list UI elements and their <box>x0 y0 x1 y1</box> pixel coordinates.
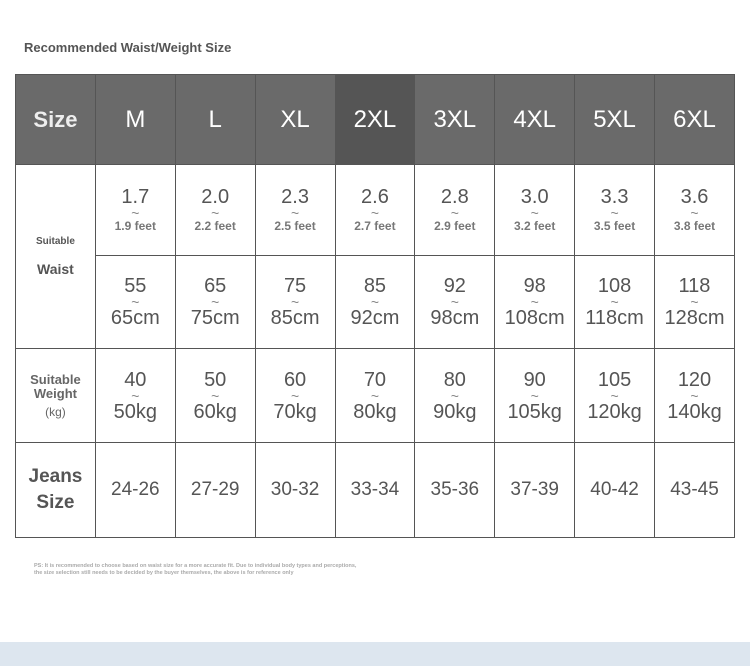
weight-label-line1: Suitable <box>30 371 81 387</box>
jeans-cell: 27-29 <box>175 443 255 538</box>
footnote <box>34 563 356 577</box>
waist-feet-row <box>16 165 735 256</box>
waist-feet-cell: 2.8 ~ 2.9 feet <box>415 165 495 256</box>
jeans-cell: 37-39 <box>495 443 575 538</box>
waist-cm-cell: 118 ~ 128cm <box>655 256 735 349</box>
waist-cm-cell: 98 ~ 108cm <box>495 256 575 349</box>
waist-label-main: Waist <box>37 261 74 277</box>
size-header-row <box>16 75 735 165</box>
weight-cell: 105 ~ 120kg <box>575 349 655 443</box>
jeans-cell: 40-42 <box>575 443 655 538</box>
waist-feet-cell: 2.0 ~ 2.2 feet <box>175 165 255 256</box>
weight-cell: 70 ~ 80kg <box>335 349 415 443</box>
size-chart-table <box>15 74 735 538</box>
page-title: Recommended Waist/Weight Size <box>24 40 232 55</box>
size-header-cell: L <box>175 75 255 165</box>
size-header-cell: M <box>95 75 175 165</box>
jeans-cell: 30-32 <box>255 443 335 538</box>
weight-row <box>16 349 735 443</box>
weight-cell: 40 ~ 50kg <box>95 349 175 443</box>
waist-cm-cell: 85 ~ 92cm <box>335 256 415 349</box>
waist-cm-cell: 55 ~ 65cm <box>95 256 175 349</box>
jeans-row <box>16 443 735 538</box>
jeans-label-line1: Jeans <box>28 466 83 487</box>
weight-cell: 60 ~ 70kg <box>255 349 335 443</box>
waist-cm-cell: 108 ~ 118cm <box>575 256 655 349</box>
size-header-cell: 3XL <box>415 75 495 165</box>
jeans-cell: 35-36 <box>415 443 495 538</box>
bottom-bar <box>0 642 750 666</box>
waist-label-cell <box>16 165 96 349</box>
size-header-cell: 2XL <box>335 75 415 165</box>
waist-feet-cell: 2.6 ~ 2.7 feet <box>335 165 415 256</box>
waist-feet-cell: 3.6 ~ 3.8 feet <box>655 165 735 256</box>
size-header-cell: 6XL <box>655 75 735 165</box>
weight-label-cell <box>16 349 96 443</box>
waist-cm-cell: 92 ~ 98cm <box>415 256 495 349</box>
weight-label-line3: (kg) <box>45 404 66 419</box>
waist-feet-cell: 2.3 ~ 2.5 feet <box>255 165 335 256</box>
waist-feet-cell: 1.7 ~ 1.9 feet <box>95 165 175 256</box>
jeans-cell: 33-34 <box>335 443 415 538</box>
waist-cm-cell: 75 ~ 85cm <box>255 256 335 349</box>
waist-feet-cell: 3.0 ~ 3.2 feet <box>495 165 575 256</box>
footnote-line2: the size selection still needs to be decided by the buyer themselves, the above is for reference only <box>34 570 294 576</box>
waist-label-small: Suitable <box>35 236 75 247</box>
jeans-cell: 24-26 <box>95 443 175 538</box>
waist-cm-cell: 65 ~ 75cm <box>175 256 255 349</box>
weight-label-line2: Weight <box>33 385 77 401</box>
size-header-cell: 4XL <box>495 75 575 165</box>
size-header-cell: XL <box>255 75 335 165</box>
waist-feet-cell: 3.3 ~ 3.5 feet <box>575 165 655 256</box>
weight-cell: 90 ~ 105kg <box>495 349 575 443</box>
footnote-line1: PS: It is recommended to choose based on waist size for a more accurate fit. Due to individual body types and perceptions, <box>34 563 357 569</box>
jeans-label-cell <box>16 443 96 538</box>
size-header-label: Size <box>16 75 96 165</box>
weight-cell: 50 ~ 60kg <box>175 349 255 443</box>
jeans-label-line2: Size <box>36 492 75 513</box>
waist-cm-row <box>16 256 735 349</box>
weight-cell: 80 ~ 90kg <box>415 349 495 443</box>
size-header-cell: 5XL <box>575 75 655 165</box>
jeans-cell: 43-45 <box>655 443 735 538</box>
weight-cell: 120 ~ 140kg <box>655 349 735 443</box>
